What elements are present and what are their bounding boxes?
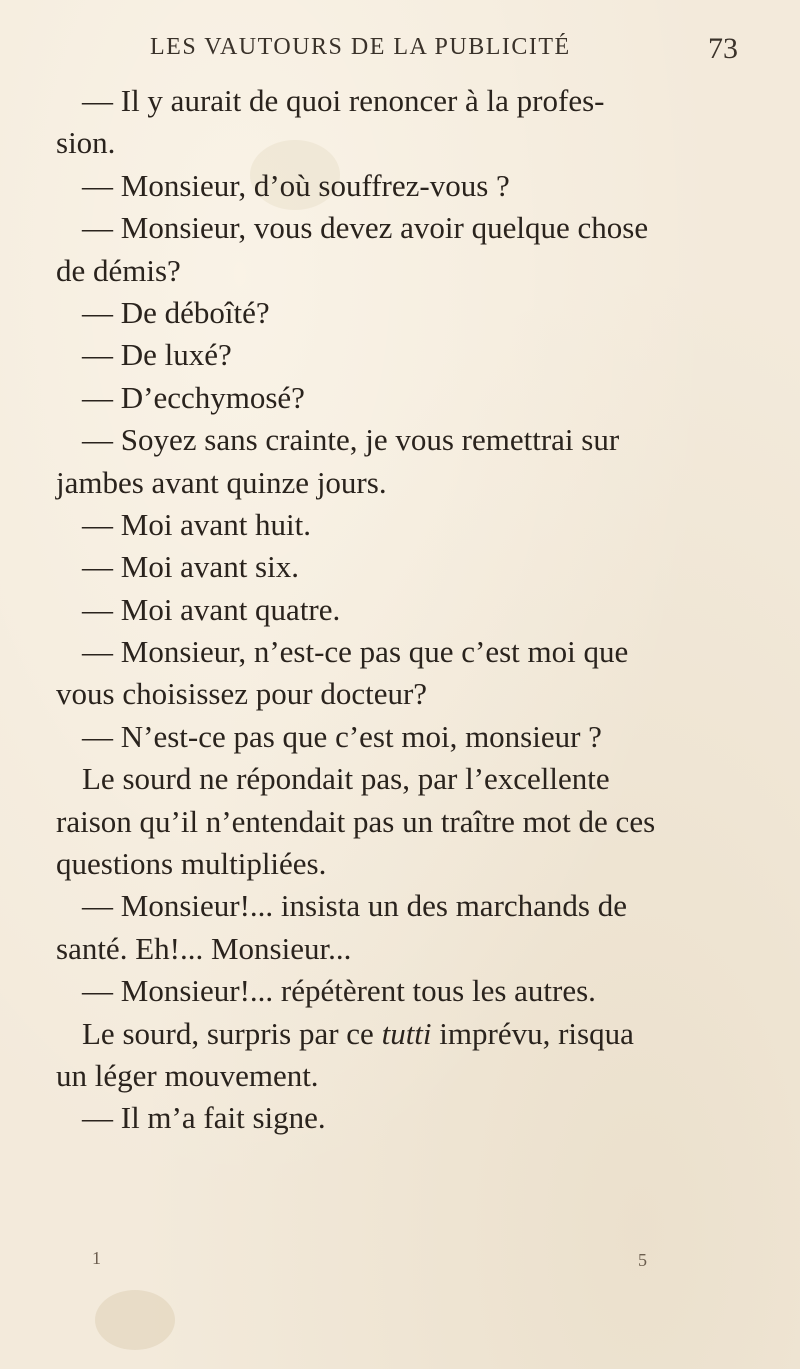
text-line: raison qu’il n’entendait pas un traître mot de ces	[56, 803, 656, 839]
text-line: — Monsieur, d’où souffrez-vous ?	[82, 167, 510, 203]
italic-word: tutti	[381, 1015, 432, 1051]
text-line: — De déboîté?	[82, 294, 270, 330]
text-line: — Il m’a fait signe.	[82, 1100, 326, 1136]
text-line: santé. Eh!... Monsieur...	[56, 930, 352, 966]
text-line: — De luxé?	[82, 337, 232, 373]
text-line: — Monsieur!... insista un des marchands de	[82, 888, 627, 924]
text-line: — Monsieur, vous devez avoir quelque chose	[82, 210, 649, 246]
body-text	[56, 80, 746, 1140]
text-line: — Moi avant six.	[82, 549, 299, 585]
text-line: — Monsieur, n’est-ce pas que c’est moi que	[82, 634, 629, 670]
text-line: — Moi avant quatre.	[82, 591, 341, 627]
text-line: — Il y aurait de quoi renoncer à la profes-	[82, 83, 605, 118]
text-line: sion.	[56, 125, 116, 161]
text-line: — D’ecchymosé?	[82, 379, 305, 415]
text-line: jambes avant quinze jours.	[56, 464, 387, 500]
text-segment: Le sourd, surpris par ce	[82, 1015, 374, 1051]
text-line: un léger mouvement.	[56, 1057, 319, 1093]
text-line	[56, 1013, 746, 1055]
text-line: — Moi avant huit.	[82, 506, 312, 542]
signature-mark-left: 1	[92, 1248, 101, 1268]
signature-mark-right: 5	[638, 1250, 647, 1270]
text-line: — Soyez sans crainte, je vous remettrai sur	[82, 422, 620, 458]
text-line: de démis?	[56, 252, 181, 288]
text-line: — N’est-ce pas que c’est moi, monsieur ?	[82, 718, 602, 754]
text-line: — Monsieur!... répétèrent tous les autres.	[82, 973, 596, 1009]
text-line: vous choisissez pour docteur?	[56, 676, 428, 712]
paper-stain	[95, 1290, 175, 1350]
page-number: 73	[708, 32, 738, 65]
text-segment: imprévu, risqua	[439, 1015, 634, 1051]
text-line: Le sourd ne répondait pas, par l’excellente	[82, 761, 610, 797]
text-line: questions multipliées.	[56, 846, 327, 882]
running-header: LES VAUTOURS DE LA PUBLICITÉ	[150, 34, 571, 60]
